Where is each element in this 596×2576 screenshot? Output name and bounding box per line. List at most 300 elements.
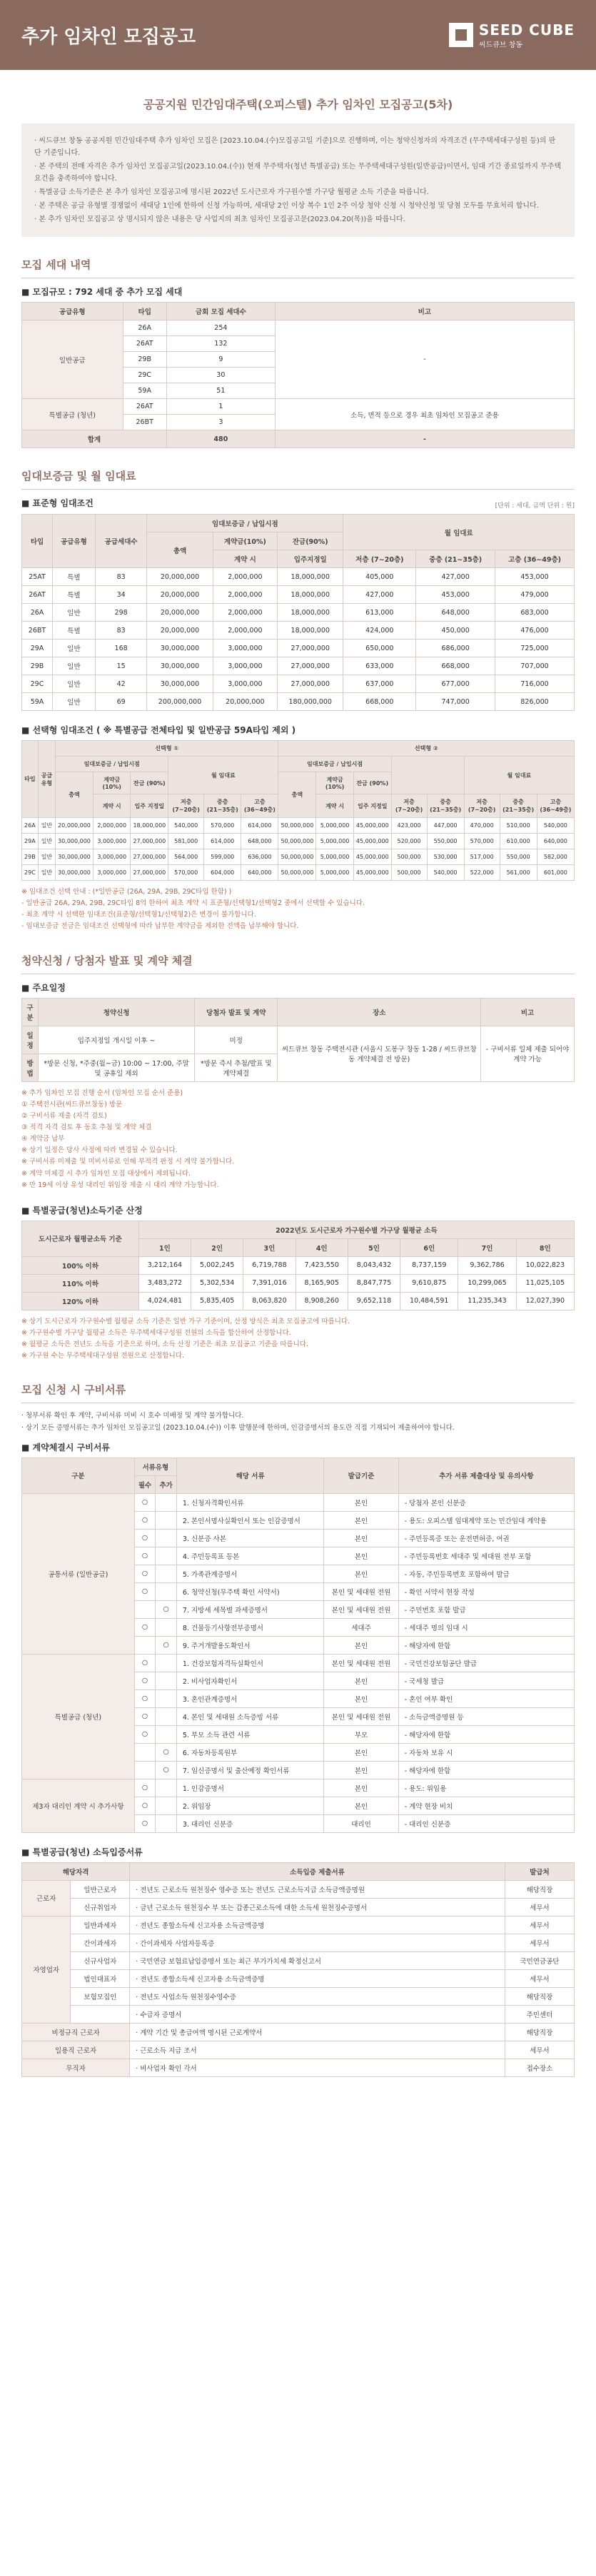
table-row — [22, 399, 575, 415]
table-cell: 479,000 — [495, 586, 575, 604]
table-cell: 일반과세자 — [71, 1916, 130, 1934]
table-cell: 3. 신분증 사본 — [176, 1529, 323, 1547]
table-row — [22, 568, 575, 586]
table-cell: 45,000,000 — [353, 818, 391, 834]
table-cell: ○ — [134, 1493, 156, 1511]
table-header: 방법 — [22, 1054, 39, 1081]
table-cell: 해당직장 — [505, 1987, 574, 2005]
table-cell: *방문 즉시 추첨/발표 및 계약체결 — [195, 1054, 278, 1081]
table-cell — [134, 1636, 156, 1654]
table-row — [22, 693, 575, 711]
table-cell: 29A — [22, 834, 39, 849]
announcement-subtitle: 공공지원 민간임대주택(오피스텔) 추가 임차인 모집공고(5차) — [143, 98, 453, 111]
table-cell: 686,000 — [416, 640, 495, 657]
table-cell: 45,000,000 — [353, 849, 391, 865]
table-cell: 540,000 — [537, 818, 574, 834]
table-cell: ○ — [134, 1654, 156, 1672]
table-header: 중층 (21~35층) — [427, 794, 464, 818]
table-cell: 30,000,000 — [56, 865, 94, 881]
table-cell: 561,000 — [500, 865, 537, 881]
table-cell: 3,000,000 — [213, 640, 277, 657]
table-cell: 427,000 — [343, 586, 416, 604]
table-cell: 20,000,000 — [147, 622, 213, 640]
table-cell: · 전년도 종합소득세 신고자용 소득금액증명 — [130, 1916, 505, 1934]
table-header: 소득입증 제출서류 — [130, 1862, 505, 1880]
table-cell: 26AT — [123, 336, 166, 352]
section-title: 모집 세대 내역 — [21, 257, 575, 278]
table-cell: - 구비서류 일체 제출 되어야 계약 가능 — [481, 1026, 575, 1081]
table-header: 480 — [166, 430, 275, 448]
table-cell: 69 — [95, 693, 146, 711]
table-cell: - 해당자에 한함 — [398, 1636, 574, 1654]
table-header: 계약금 (10%) — [93, 772, 131, 794]
table-cell: 3,000,000 — [93, 849, 131, 865]
table-header: 110% 이하 — [22, 1274, 139, 1292]
table-cell: 세무서 — [505, 1898, 574, 1916]
table-row — [22, 2041, 575, 2059]
table-cell: 해당직장 — [505, 2023, 574, 2041]
table-row — [22, 1934, 575, 1951]
table-cell: 27,000,000 — [278, 657, 343, 675]
schedule-table — [21, 998, 575, 1082]
table-header: - — [275, 430, 574, 448]
page-header — [0, 0, 596, 70]
table-cell — [156, 1654, 177, 1672]
table-row — [22, 818, 575, 834]
table-header: 타입 — [22, 515, 53, 568]
table-cell: - 용도: 오피스텔 임대계약 또는 민간임대 계약용 — [398, 1511, 574, 1529]
table-cell: 27,000,000 — [131, 865, 168, 881]
table-row — [22, 303, 575, 320]
table-cell: 18,000,000 — [278, 622, 343, 640]
table-cell: 보험모집인 — [71, 1987, 130, 2005]
table-cell: 일반근로자 — [71, 1880, 130, 1898]
table-cell: 522,000 — [464, 865, 500, 881]
table-cell: 50,000,000 — [278, 849, 316, 865]
table-header: 잔금 (90%) — [131, 772, 168, 794]
table-cell: - 국세청 발급 — [398, 1672, 574, 1689]
table-cell: 27,000,000 — [131, 849, 168, 865]
table-cell: - 계약 현장 비치 — [398, 1797, 574, 1814]
table-cell: ○ — [134, 1814, 156, 1832]
note-line: ※ 가구원 수는 무주택세대구성원 전원으로 산정합니다. — [21, 1352, 184, 1360]
table-cell: 3,212,164 — [138, 1256, 191, 1274]
table-header: 5인 — [348, 1238, 400, 1256]
table-cell: 540,000 — [427, 865, 464, 881]
table-cell: 83 — [95, 622, 146, 640]
notice-item: · 본 주택의 전매 자격은 추가 임차인 모집공고일(2023.10.04.(수)) 현재 무주택자(청년 특별공급) 또는 무주택세대구성원(일반공급)이면서, 임대 기간 종료일까지 무주택 요건을 충족하여야 합니다. — [34, 163, 562, 183]
table-cell: 30,000,000 — [56, 849, 94, 865]
table-cell: 일반 — [38, 865, 55, 881]
table-cell: 59A — [22, 693, 53, 711]
table-cell: - 주민등록번호 세대주 및 세대원 전부 포함 — [398, 1547, 574, 1565]
table-cell: - 국민건강보험공단 발급 — [398, 1654, 574, 1672]
documents-table — [21, 1458, 575, 1833]
table-header: 100% 이하 — [22, 1256, 139, 1274]
table-cell: 세무서 — [505, 1934, 574, 1951]
table-header: 공급유형 — [53, 515, 96, 568]
table-cell: · 근로소득 지급 조서 — [130, 2041, 505, 2059]
table-cell: 8. 건물등기사항전부증명서 — [176, 1618, 323, 1636]
table-cell: ○ — [134, 1565, 156, 1582]
table-cell: 8,043,432 — [348, 1256, 400, 1274]
note-line: · 청부서류 확인 후 계약, 구비서류 미비 시 호수 미배정 및 계약 불가합니다. — [21, 1412, 244, 1420]
table-cell: · 수급자 증명서 — [130, 2005, 505, 2023]
table-cell: 29B — [123, 352, 166, 368]
table-cell: 자영업자 — [22, 1916, 71, 2023]
table-row — [22, 1969, 575, 1987]
table-cell: 648,000 — [416, 604, 495, 622]
table-cell: 254 — [166, 320, 275, 336]
table-cell: 30,000,000 — [147, 640, 213, 657]
optional-rent-table — [21, 740, 575, 881]
table-header: 고층 (36~49층) — [537, 794, 574, 818]
table-header: 계약금(10%) — [213, 532, 277, 550]
table-header: 공급유형 — [38, 741, 55, 818]
table-row — [22, 1292, 575, 1310]
table-cell: 법인대표자 — [71, 1969, 130, 1987]
table-cell: 11,235,343 — [458, 1292, 516, 1310]
table-cell: 세무서 — [505, 1969, 574, 1987]
table-row — [22, 1862, 575, 1880]
table-cell: 540,000 — [168, 818, 204, 834]
unit-note: [단위 : 세대, 금액 단위 : 원] — [495, 502, 575, 510]
table-cell: 3,483,272 — [138, 1274, 191, 1292]
table-header: 합계 — [22, 430, 167, 448]
table-cell: 5,000,000 — [316, 865, 354, 881]
table-cell: 2. 본인서명사실확인서 또는 인감증명서 — [176, 1511, 323, 1529]
table-cell — [156, 1707, 177, 1725]
table-cell: 일반 — [38, 834, 55, 849]
table-cell: · 계약 기간 및 총급여액 명시된 근로계약서 — [130, 2023, 505, 2041]
table-cell: ○ — [134, 1725, 156, 1743]
table-cell: 비정규직 근로자 — [22, 2023, 130, 2041]
table-cell: 83 — [95, 568, 146, 586]
table-cell: 8,737,159 — [400, 1256, 458, 1274]
table-cell: 27,000,000 — [278, 640, 343, 657]
table-row — [22, 2023, 575, 2041]
table-cell: - 세대주 명의 임대 시 — [398, 1618, 574, 1636]
notice-box — [21, 123, 575, 237]
table-cell: 특별공급 (청년) — [22, 399, 123, 430]
table-cell: 168 — [95, 640, 146, 657]
table-cell: 423,000 — [391, 818, 427, 834]
notice-item: · 본 추가 임차인 모집공고 상 명시되지 않은 내용은 당 사업지의 최초 임차인 모집공고문(2023.04.20(목))을 따릅니다. — [34, 216, 405, 223]
table-cell: 29A — [22, 640, 53, 657]
table-cell: 일반 — [38, 849, 55, 865]
table-cell: 27,000,000 — [278, 675, 343, 693]
table-cell: 세무서 — [505, 1916, 574, 1934]
table-row — [22, 1916, 575, 1934]
table-row — [22, 2005, 575, 2023]
table-cell: 18,000,000 — [131, 818, 168, 834]
table-cell: 550,000 — [500, 849, 537, 865]
section-recruit — [21, 257, 575, 448]
table-cell — [156, 1582, 177, 1600]
sub-heading: ■ 특별공급(청년)소득기준 산정 — [21, 1205, 143, 1216]
table-cell: 20,000,000 — [213, 693, 277, 711]
logo-name: SEED CUBE — [478, 21, 575, 39]
table-header: 구분 — [22, 998, 39, 1026]
table-cell: 26BT — [123, 415, 166, 430]
table-cell: 소득, 면적 등으로 경우 최초 임차인 모집공고 준용 — [275, 399, 574, 430]
table-cell: 26A — [22, 818, 39, 834]
table-header: 타입 — [22, 741, 39, 818]
table-cell: 20,000,000 — [147, 586, 213, 604]
table-header: 계약 시 — [213, 550, 277, 568]
table-row — [22, 1880, 575, 1898]
note-line: ③ 적격 자격 검토 후 동호 추첨 및 계약 체결 — [21, 1123, 152, 1131]
table-row — [22, 1779, 575, 1797]
table-cell: ○ — [134, 1779, 156, 1797]
table-cell: 30,000,000 — [56, 834, 94, 849]
table-cell: 581,000 — [168, 834, 204, 849]
table-cell: 610,000 — [500, 834, 537, 849]
table-cell: 500,000 — [391, 865, 427, 881]
table-row — [22, 604, 575, 622]
table-header: 2022년도 도시근로자 가구원수별 가구당 월평균 소득 — [138, 1221, 574, 1238]
table-cell: 일반 — [53, 657, 96, 675]
table-row — [22, 622, 575, 640]
note-line: - 임대보증금 전금은 임대조건 선택형에 따라 납부한 계약금을 제외한 전액을 납부해야 합니다. — [21, 922, 299, 931]
table-cell: 5. 부모 소득 관련 서류 — [176, 1725, 323, 1743]
table-cell: 1. 신청자격확인서류 — [176, 1493, 323, 1511]
table-header: 추가 서류 제출대상 및 유의사항 — [398, 1458, 574, 1493]
table-cell — [134, 1743, 156, 1761]
table-header: 중층 (21~35층) — [204, 794, 241, 818]
table-cell: 2. 비사업자확인서 — [176, 1672, 323, 1689]
table-row — [22, 2059, 575, 2076]
table-cell: 5. 가족관계증명서 — [176, 1565, 323, 1582]
table-cell: 510,000 — [500, 818, 537, 834]
table-cell: 30,000,000 — [147, 657, 213, 675]
logo-cube-icon — [449, 23, 473, 47]
table-cell: 8,847,775 — [348, 1274, 400, 1292]
table-cell: ○ — [134, 1797, 156, 1814]
table-row — [22, 1951, 575, 1969]
table-cell: 신규사업자 — [71, 1951, 130, 1969]
table-cell: 716,000 — [495, 675, 575, 693]
sub-heading: ■ 특별공급(청년) 소득입증서류 — [21, 1847, 143, 1857]
table-header: 4인 — [296, 1238, 348, 1256]
table-header: 1인 — [138, 1238, 191, 1256]
table-cell: 일용직 근로자 — [22, 2041, 130, 2059]
table-cell: 447,000 — [427, 818, 464, 834]
table-cell: 부모 — [324, 1725, 398, 1743]
table-cell: 본인 — [324, 1761, 398, 1779]
table-cell: 본인 — [324, 1493, 398, 1511]
table-row — [22, 320, 575, 336]
table-header: 추가 — [156, 1475, 177, 1493]
table-cell: 51 — [166, 383, 275, 399]
table-cell — [156, 1725, 177, 1743]
schedule-notes — [21, 1088, 575, 1191]
table-header: 7인 — [458, 1238, 516, 1256]
table-cell: · 전년도 근로소득 원천징수 영수증 또는 전년도 근로소득지급 소득금액증명원 — [130, 1880, 505, 1898]
table-cell: 599,000 — [204, 849, 241, 865]
note-line: ※ 계약 미체결 시 추가 임차인 모집 대상에서 제외됩니다. — [21, 1169, 191, 1178]
table-cell: 30,000,000 — [147, 675, 213, 693]
table-row — [22, 1274, 575, 1292]
table-cell: - 소득금액증명원 등 — [398, 1707, 574, 1725]
table-cell: 본인 및 세대원 전원 — [324, 1707, 398, 1725]
table-cell: 517,000 — [464, 849, 500, 865]
table-header: 계약 시 — [93, 794, 131, 818]
table-cell: 세무서 — [505, 2041, 574, 2059]
table-cell: 668,000 — [343, 693, 416, 711]
table-cell: 636,000 — [241, 849, 278, 865]
table-cell: 5,000,000 — [316, 818, 354, 834]
table-header: 공급유형 — [22, 303, 123, 320]
table-cell: 본인 — [324, 1779, 398, 1797]
table-header: 6인 — [400, 1238, 458, 1256]
table-row — [22, 1493, 575, 1511]
table-cell: 34 — [95, 586, 146, 604]
table-row — [22, 586, 575, 604]
sub-heading: ■ 표준형 임대조건 — [21, 498, 94, 508]
table-header: 임대보증금 / 납입시점 — [278, 757, 391, 772]
table-row — [22, 1256, 575, 1274]
table-header: 고층 (36~49층) — [495, 550, 575, 568]
table-cell: 20,000,000 — [147, 568, 213, 586]
table-cell: - 용도: 위임용 — [398, 1779, 574, 1797]
table-cell — [156, 1493, 177, 1511]
table-header: 월 임대료 — [168, 757, 278, 794]
table-cell: 본인 및 세대원 전원 — [324, 1582, 398, 1600]
table-cell — [156, 1689, 177, 1707]
table-row — [22, 515, 575, 532]
note-line: ※ 구비서류 미제출 및 미비서류로 인해 부적격 판정 시 계약 불가합니다. — [21, 1158, 235, 1166]
table-header: 청약신청 — [39, 998, 195, 1026]
table-cell: ○ — [156, 1636, 177, 1654]
table-cell: - 해당자에 한함 — [398, 1725, 574, 1743]
income-notes — [21, 1316, 575, 1363]
brand-logo — [449, 21, 575, 49]
table-cell: 국민연금공단 — [505, 1951, 574, 1969]
table-cell: 550,000 — [427, 834, 464, 849]
table-cell: 3,000,000 — [93, 834, 131, 849]
note-line: ※ 월평균 소득은 전년도 소득을 기준으로 하며, 소득 산정 기준은 최초 모집공고 기준을 따릅니다. — [21, 1340, 308, 1349]
table-cell: 405,000 — [343, 568, 416, 586]
table-cell: 해당직장 — [505, 1880, 574, 1898]
table-header: 공급세대수 — [95, 515, 146, 568]
table-cell: 본인 — [324, 1511, 398, 1529]
table-cell: 601,000 — [537, 865, 574, 881]
table-cell: 본인 및 세대원 전원 — [324, 1600, 398, 1618]
table-header: 필수 — [134, 1475, 156, 1493]
table-cell: 683,000 — [495, 604, 575, 622]
table-cell — [156, 1797, 177, 1814]
table-cell: 180,000,000 — [278, 693, 343, 711]
table-cell: 29C — [22, 675, 53, 693]
table-header: 서류유형 — [134, 1458, 176, 1475]
table-cell: 7. 임신증명서 및 출산예정 확인서류 — [176, 1761, 323, 1779]
table-cell: - 주민번호 포함 발급 — [398, 1600, 574, 1618]
table-cell: 특별공급 (청년) — [22, 1654, 135, 1779]
table-cell: 650,000 — [343, 640, 416, 657]
table-row — [22, 741, 575, 757]
table-cell: 5,835,405 — [191, 1292, 243, 1310]
table-cell: 9,652,118 — [348, 1292, 400, 1310]
table-cell: · 전년도 사업소득 원천징수영수증 — [130, 1987, 505, 2005]
table-cell: 50,000,000 — [278, 865, 316, 881]
table-header: 선택형 ① — [56, 741, 278, 757]
table-header: 3인 — [243, 1238, 296, 1256]
table-header: 저층 (7~20층) — [464, 794, 500, 818]
table-cell: 3,000,000 — [93, 865, 131, 881]
logo-subtitle: 씨드큐브 창동 — [478, 41, 523, 49]
table-cell: 4,024,481 — [138, 1292, 191, 1310]
table-row — [22, 1898, 575, 1916]
table-cell: 1. 건강보험자격득실확인서 — [176, 1654, 323, 1672]
table-cell: ○ — [156, 1761, 177, 1779]
table-cell: ○ — [134, 1672, 156, 1689]
table-header: 비고 — [275, 303, 574, 320]
table-cell: 570,000 — [168, 865, 204, 881]
table-header: 발급기준 — [324, 1458, 398, 1493]
table-cell: 677,000 — [416, 675, 495, 693]
table-cell: 본인 — [324, 1547, 398, 1565]
income-table — [21, 1221, 575, 1310]
table-cell — [156, 1547, 177, 1565]
table-cell — [156, 1779, 177, 1797]
table-header: 입주 지정일 — [131, 794, 168, 818]
table-cell: 접수장소 — [505, 2059, 574, 2076]
section-title: 모집 신청 시 구비서류 — [21, 1382, 575, 1403]
section-schedule — [21, 953, 575, 1363]
table-cell: 29B — [22, 657, 53, 675]
table-cell: 본인 — [324, 1672, 398, 1689]
table-cell: 613,000 — [343, 604, 416, 622]
table-cell — [156, 1672, 177, 1689]
table-cell: 200,000,000 — [147, 693, 213, 711]
table-row — [22, 1026, 575, 1054]
table-cell: 일반 — [53, 640, 96, 657]
table-cell — [156, 1529, 177, 1547]
table-cell: 10,299,065 — [458, 1274, 516, 1292]
table-header: 금회 모집 세대수 — [166, 303, 275, 320]
table-cell: 주민센터 — [505, 2005, 574, 2023]
table-cell: · 비사업자 확인 각서 — [130, 2059, 505, 2076]
table-header: 당첨자 발표 및 계약 — [195, 998, 278, 1026]
table-header: 중층 (21~35층) — [416, 550, 495, 568]
table-cell: 6. 청약신청(무주택 확인 서약서) — [176, 1582, 323, 1600]
table-cell: - 해당자에 한함 — [398, 1761, 574, 1779]
table-cell: 633,000 — [343, 657, 416, 675]
table-cell: ○ — [134, 1511, 156, 1529]
table-cell: 무직자 — [22, 2059, 130, 2076]
table-cell: 9,362,786 — [458, 1256, 516, 1274]
table-cell: 본인 — [324, 1743, 398, 1761]
table-cell: - 자동차 보유 시 — [398, 1743, 574, 1761]
table-header: 해당 서류 — [176, 1458, 323, 1493]
table-cell: 26A — [22, 604, 53, 622]
table-cell: 4. 주민등록표 등본 — [176, 1547, 323, 1565]
table-cell: 일반 — [53, 675, 96, 693]
table-cell: 9,610,875 — [400, 1274, 458, 1292]
table-row — [22, 640, 575, 657]
note-line: ※ 상기 도시근로자 가구원수별 월평균 소득 기준은 일반 가구 기준이며, 산정 방식은 최초 모집공고에 따릅니다. — [21, 1317, 350, 1325]
table-cell: 12,027,390 — [516, 1292, 574, 1310]
table-cell: 26A — [123, 320, 166, 336]
note-line: ※ 추가 임차인 모집 진행 순서 (임차인 모집 순서 준용) — [21, 1089, 183, 1097]
table-cell: 564,000 — [168, 849, 204, 865]
note-line: ④ 계약금 납부 — [21, 1135, 65, 1143]
table-row — [22, 1221, 575, 1238]
table-cell: 453,000 — [416, 586, 495, 604]
table-cell: 6,719,788 — [243, 1256, 296, 1274]
table-cell: 26AT — [22, 586, 53, 604]
